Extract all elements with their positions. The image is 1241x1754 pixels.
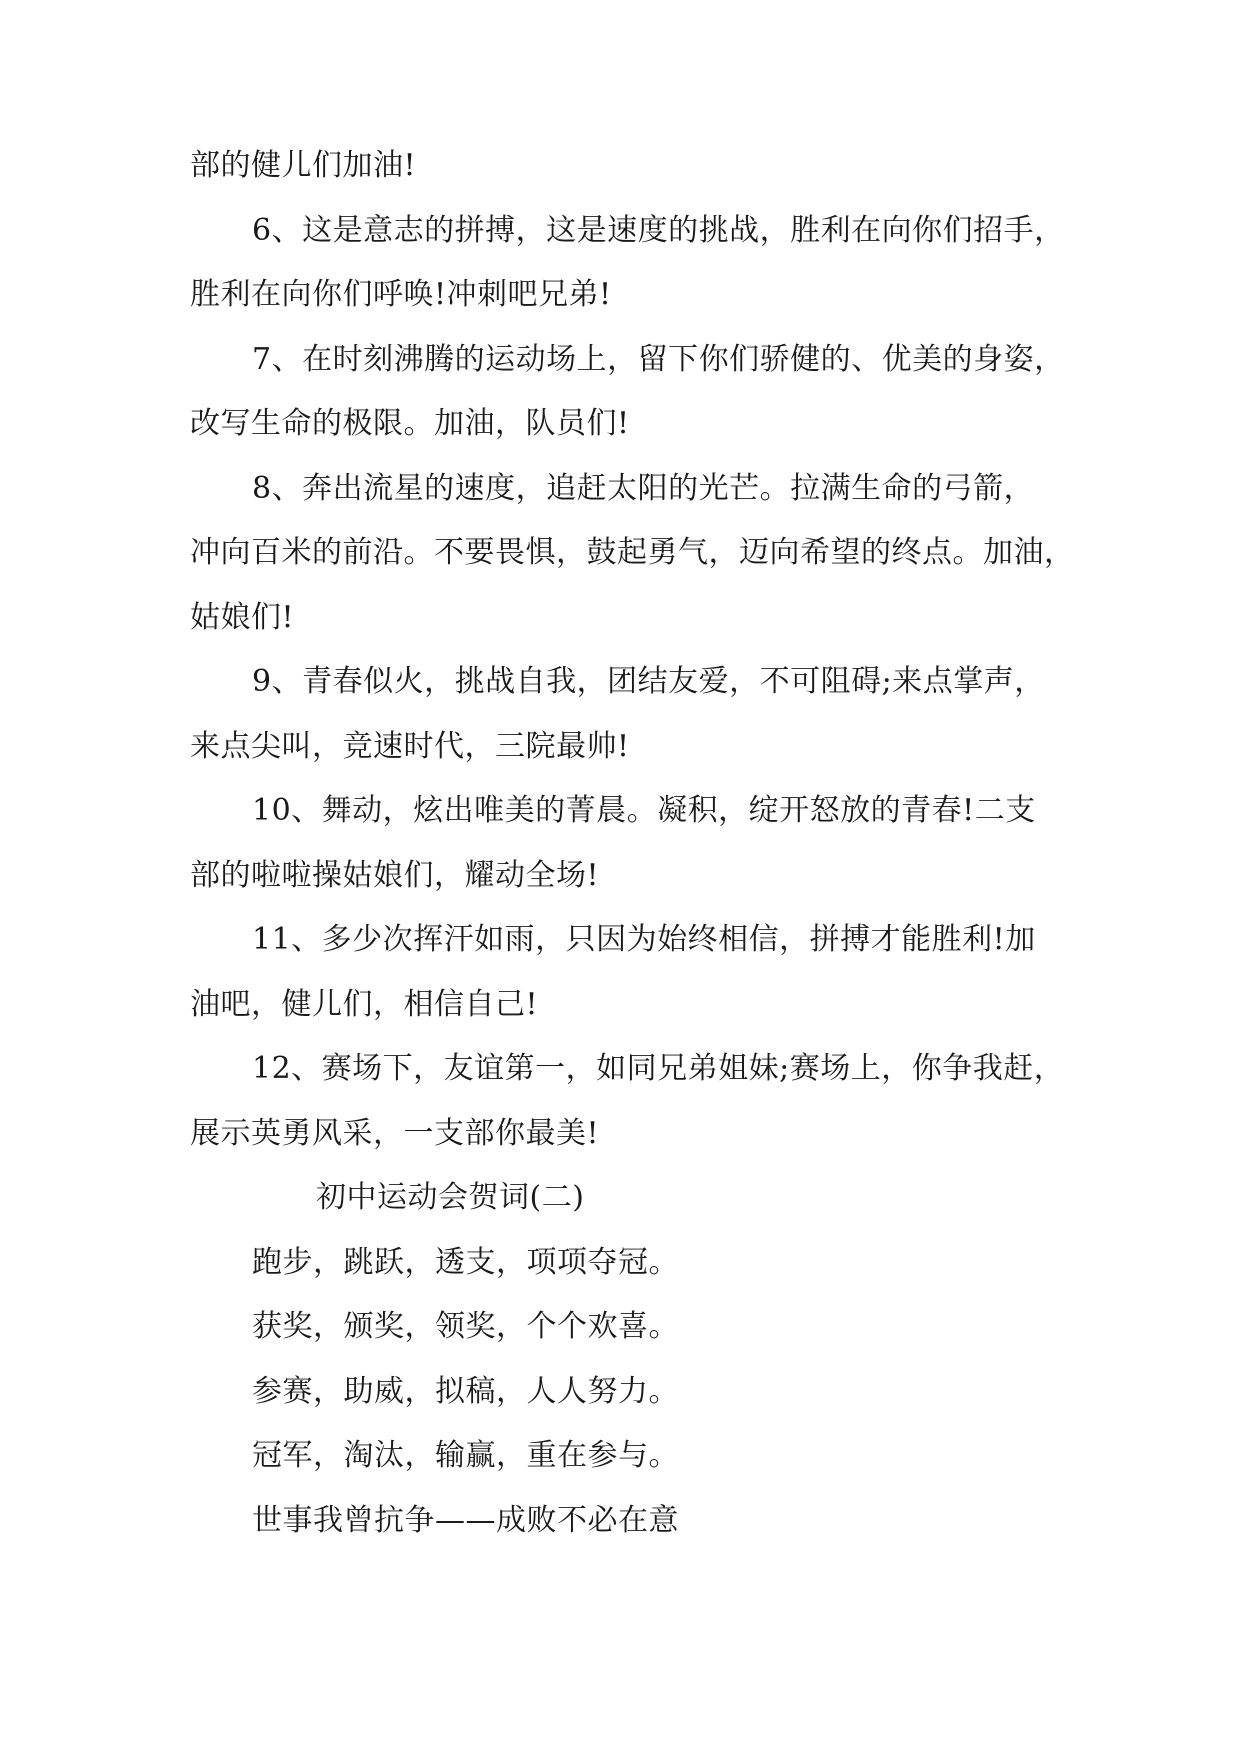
paragraph-12 bbox=[190, 1037, 1070, 1166]
paragraph-10 bbox=[190, 779, 1070, 908]
paragraph-7 bbox=[190, 328, 1070, 457]
text-line: 12、赛场下，友谊第一，如同兄弟姐妹;赛场上，你争我赶， bbox=[252, 1051, 1065, 1086]
text-line: 油吧，健儿们，相信自己! bbox=[190, 986, 539, 1022]
paragraph-continuation bbox=[190, 134, 1070, 199]
paragraph-9 bbox=[190, 650, 1070, 779]
document-body bbox=[190, 134, 1075, 1553]
poem-line: 获奖，颁奖，领奖，个个欢喜。 bbox=[252, 1309, 679, 1344]
section-subtitle bbox=[190, 1166, 1070, 1231]
text-line: 部的健儿们加油! bbox=[190, 148, 417, 183]
paragraph-6 bbox=[190, 199, 1070, 328]
poem-line: 跑步，跳跃，透支，项项夺冠。 bbox=[252, 1244, 679, 1280]
text-line: 胜利在向你们呼唤!冲刺吧兄弟! bbox=[190, 277, 612, 312]
poem-line: 冠军，淘汰，输赢，重在参与。 bbox=[252, 1438, 679, 1473]
text-line: 11、多少次挥汗如雨，只因为始终相信，拼搏才能胜利!加 bbox=[252, 922, 1036, 957]
text-line: 10、舞动，炫出唯美的菁晨。凝积，绽开怒放的青春!二支 bbox=[252, 793, 1036, 828]
text-line: 7、在时刻沸腾的运动场上，留下你们骄健的、优美的身姿， bbox=[252, 341, 1065, 377]
text-line: 9、青春似火，挑战自我，团结友爱，不可阻碍;来点掌声， bbox=[252, 664, 1045, 699]
poem bbox=[190, 1231, 1070, 1554]
paragraph-11 bbox=[190, 908, 1070, 1037]
text-line: 来点尖叫，竞速时代，三院最帅! bbox=[190, 728, 630, 764]
text-line: 8、奔出流星的速度，追赶太阳的光芒。拉满生命的弓箭， bbox=[252, 470, 1035, 506]
text-line: 姑娘们! bbox=[190, 599, 295, 635]
subtitle-text: 初中运动会贺词(二) bbox=[316, 1180, 585, 1215]
poem-line: 参赛，助威，拟稿，人人努力。 bbox=[252, 1373, 679, 1409]
poem-line: 世事我曾抗争——成败不必在意 bbox=[252, 1502, 679, 1538]
text-line: 冲向百米的前沿。不要畏惧，鼓起勇气，迈向希望的终点。加油， bbox=[190, 535, 1075, 570]
paragraph-8 bbox=[190, 457, 1075, 651]
text-line: 展示英勇风采，一支部你最美! bbox=[190, 1115, 600, 1151]
text-line: 改写生命的极限。加油，队员们! bbox=[190, 406, 630, 441]
text-line: 部的啦啦操姑娘们，耀动全场! bbox=[190, 857, 600, 893]
text-line: 6、这是意志的拼搏，这是速度的挑战，胜利在向你们招手， bbox=[252, 212, 1065, 248]
